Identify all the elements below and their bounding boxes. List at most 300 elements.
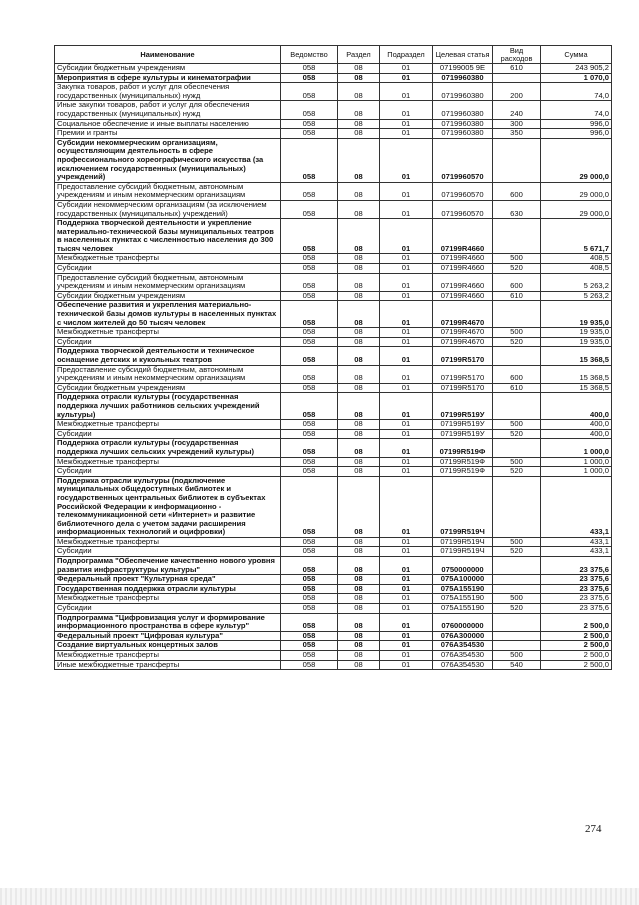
cell-subsection: 01	[380, 641, 433, 651]
table-row	[55, 301, 612, 328]
cell-subsection: 01	[380, 604, 433, 614]
cell-name: Закупка товаров, работ и услуг для обеспечения государственных (муниципальных) нужд	[55, 83, 281, 101]
budget-table	[54, 45, 612, 670]
table-row	[55, 291, 612, 301]
cell-target: 07199R519У	[433, 420, 493, 430]
cell-dept: 058	[281, 420, 338, 430]
table-row	[55, 537, 612, 547]
table-row	[55, 328, 612, 338]
table-row	[55, 429, 612, 439]
cell-dept: 058	[281, 119, 338, 129]
cell-subsection: 01	[380, 467, 433, 477]
header-dept: Ведомство	[281, 46, 338, 64]
cell-dept: 058	[281, 254, 338, 264]
cell-expense: 350	[493, 129, 541, 139]
header-expense: Вид расходов	[493, 46, 541, 64]
cell-amount: 74,0	[541, 101, 612, 119]
table-row	[55, 383, 612, 393]
cell-subsection: 01	[380, 254, 433, 264]
cell-expense: 500	[493, 254, 541, 264]
cell-section: 08	[338, 584, 380, 594]
cell-section: 08	[338, 119, 380, 129]
cell-amount: 2 500,0	[541, 660, 612, 670]
cell-amount: 1 000,0	[541, 467, 612, 477]
cell-target: 07199R4670	[433, 301, 493, 328]
cell-section: 08	[338, 328, 380, 338]
cell-section: 08	[338, 73, 380, 83]
cell-name: Межбюджетные трансферты	[55, 457, 281, 467]
cell-expense: 300	[493, 119, 541, 129]
cell-target: 0719960570	[433, 138, 493, 182]
cell-subsection: 01	[380, 200, 433, 218]
cell-subsection: 01	[380, 138, 433, 182]
cell-section: 08	[338, 547, 380, 557]
cell-target: 07199R519Ф	[433, 439, 493, 457]
cell-dept: 058	[281, 457, 338, 467]
cell-target: 0719960380	[433, 73, 493, 83]
cell-dept: 058	[281, 383, 338, 393]
cell-dept: 058	[281, 64, 338, 74]
cell-section: 08	[338, 365, 380, 383]
table-row	[55, 467, 612, 477]
cell-target: 07199R4670	[433, 328, 493, 338]
cell-subsection: 01	[380, 660, 433, 670]
table-row	[55, 254, 612, 264]
cell-expense: 600	[493, 182, 541, 200]
cell-subsection: 01	[380, 219, 433, 254]
cell-expense: 520	[493, 337, 541, 347]
cell-section: 08	[338, 476, 380, 537]
cell-name: Подпрограмма "Обеспечение качественно нового уровня развития инфраструктуры культуры"	[55, 557, 281, 575]
cell-target: 0760000000	[433, 613, 493, 631]
cell-subsection: 01	[380, 594, 433, 604]
cell-dept: 058	[281, 101, 338, 119]
cell-expense: 600	[493, 273, 541, 291]
cell-expense: 520	[493, 429, 541, 439]
cell-dept: 058	[281, 660, 338, 670]
table-row	[55, 547, 612, 557]
cell-amount: 15 368,5	[541, 347, 612, 365]
cell-subsection: 01	[380, 429, 433, 439]
cell-expense: 520	[493, 604, 541, 614]
cell-name: Мероприятия в сфере культуры и кинематографии	[55, 73, 281, 83]
cell-name: Государственная поддержка отрасли культуры	[55, 584, 281, 594]
cell-expense: 610	[493, 383, 541, 393]
cell-expense: 200	[493, 83, 541, 101]
table-row	[55, 182, 612, 200]
cell-expense: 500	[493, 537, 541, 547]
table-row	[55, 660, 612, 670]
cell-subsection: 01	[380, 393, 433, 420]
cell-name: Субсидии	[55, 429, 281, 439]
cell-name: Субсидии	[55, 467, 281, 477]
cell-target: 0719960380	[433, 101, 493, 119]
table-row	[55, 604, 612, 614]
cell-section: 08	[338, 641, 380, 651]
cell-name: Субсидии	[55, 604, 281, 614]
cell-section: 08	[338, 291, 380, 301]
cell-target: 0719960380	[433, 119, 493, 129]
cell-amount: 23 375,6	[541, 584, 612, 594]
cell-subsection: 01	[380, 537, 433, 547]
cell-amount: 5 263,2	[541, 291, 612, 301]
cell-target: 07199R519Ч	[433, 537, 493, 547]
cell-name: Поддержка творческой деятельности и техническое оснащение детских и кукольных театров	[55, 347, 281, 365]
cell-section: 08	[338, 557, 380, 575]
cell-section: 08	[338, 457, 380, 467]
cell-section: 08	[338, 604, 380, 614]
cell-dept: 058	[281, 365, 338, 383]
cell-amount: 408,5	[541, 254, 612, 264]
cell-amount: 243 905,2	[541, 64, 612, 74]
cell-amount: 29 000,0	[541, 138, 612, 182]
cell-section: 08	[338, 613, 380, 631]
cell-target: 07199005 9Е	[433, 64, 493, 74]
cell-dept: 058	[281, 613, 338, 631]
cell-amount: 2 500,0	[541, 613, 612, 631]
cell-subsection: 01	[380, 631, 433, 641]
cell-target: 075A155190	[433, 604, 493, 614]
cell-name: Предоставление субсидий бюджетным, автономным учреждениям и иным некоммерческим организациям	[55, 273, 281, 291]
cell-name: Межбюджетные трансферты	[55, 328, 281, 338]
cell-section: 08	[338, 594, 380, 604]
cell-dept: 058	[281, 200, 338, 218]
cell-subsection: 01	[380, 613, 433, 631]
cell-dept: 058	[281, 347, 338, 365]
cell-subsection: 01	[380, 476, 433, 537]
cell-name: Субсидии некоммерческим организациям, осуществляющим деятельность в сфере профессионального хореографического искусства (за исключением государственных (муниципальных) учреждений)	[55, 138, 281, 182]
cell-expense	[493, 476, 541, 537]
table-row	[55, 83, 612, 101]
cell-section: 08	[338, 467, 380, 477]
table-row	[55, 73, 612, 83]
cell-expense	[493, 138, 541, 182]
cell-subsection: 01	[380, 547, 433, 557]
cell-amount: 19 935,0	[541, 337, 612, 347]
cell-subsection: 01	[380, 365, 433, 383]
cell-amount: 2 500,0	[541, 641, 612, 651]
cell-dept: 058	[281, 219, 338, 254]
cell-amount: 996,0	[541, 129, 612, 139]
cell-expense: 500	[493, 328, 541, 338]
cell-name: Субсидии	[55, 264, 281, 274]
table-row	[55, 594, 612, 604]
cell-name: Обеспечение развития и укрепления материально-технической базы домов культуры в населенных пунктах с числом жителей до 50 тысяч человек	[55, 301, 281, 328]
cell-section: 08	[338, 182, 380, 200]
cell-target: 0719960570	[433, 200, 493, 218]
cell-amount: 2 500,0	[541, 631, 612, 641]
cell-name: Подпрограмма "Цифровизация услуг и формирование информационного пространства в сфере культур"	[55, 613, 281, 631]
table-body	[55, 64, 612, 670]
cell-target: 07199R5170	[433, 383, 493, 393]
cell-expense	[493, 439, 541, 457]
cell-name: Межбюджетные трансферты	[55, 420, 281, 430]
cell-expense: 500	[493, 420, 541, 430]
cell-expense	[493, 219, 541, 254]
cell-expense: 520	[493, 264, 541, 274]
cell-dept: 058	[281, 547, 338, 557]
cell-amount: 433,1	[541, 537, 612, 547]
cell-amount: 400,0	[541, 420, 612, 430]
cell-target: 0719960380	[433, 83, 493, 101]
cell-section: 08	[338, 631, 380, 641]
cell-dept: 058	[281, 604, 338, 614]
cell-subsection: 01	[380, 457, 433, 467]
cell-amount: 5 263,2	[541, 273, 612, 291]
cell-section: 08	[338, 200, 380, 218]
cell-dept: 058	[281, 83, 338, 101]
cell-section: 08	[338, 575, 380, 585]
cell-section: 08	[338, 660, 380, 670]
cell-subsection: 01	[380, 273, 433, 291]
cell-target: 07199R519Ч	[433, 476, 493, 537]
table-row	[55, 631, 612, 641]
table-row	[55, 439, 612, 457]
cell-name: Субсидии бюджетным учреждениям	[55, 64, 281, 74]
cell-amount: 15 368,5	[541, 383, 612, 393]
cell-expense: 240	[493, 101, 541, 119]
cell-amount: 2 500,0	[541, 651, 612, 661]
table-row	[55, 641, 612, 651]
cell-name: Субсидии	[55, 547, 281, 557]
cell-dept: 058	[281, 537, 338, 547]
cell-expense: 500	[493, 651, 541, 661]
cell-expense: 500	[493, 457, 541, 467]
cell-subsection: 01	[380, 383, 433, 393]
cell-name: Федеральный проект "Цифровая культура"	[55, 631, 281, 641]
cell-subsection: 01	[380, 291, 433, 301]
cell-amount: 15 368,5	[541, 365, 612, 383]
cell-dept: 058	[281, 429, 338, 439]
table-row	[55, 64, 612, 74]
cell-name: Субсидии бюджетным учреждениям	[55, 383, 281, 393]
table-row	[55, 264, 612, 274]
table-row	[55, 584, 612, 594]
table-row	[55, 365, 612, 383]
cell-expense: 520	[493, 547, 541, 557]
cell-subsection: 01	[380, 64, 433, 74]
cell-target: 07199R4660	[433, 291, 493, 301]
cell-subsection: 01	[380, 328, 433, 338]
cell-amount: 5 671,7	[541, 219, 612, 254]
cell-subsection: 01	[380, 651, 433, 661]
cell-target: 075A155190	[433, 584, 493, 594]
cell-dept: 058	[281, 439, 338, 457]
cell-target: 07199R519Ф	[433, 467, 493, 477]
cell-name: Поддержка отрасли культуры (государственная поддержка лучших сельских учреждений культуры)	[55, 439, 281, 457]
cell-dept: 058	[281, 651, 338, 661]
cell-expense: 610	[493, 291, 541, 301]
cell-name: Иные закупки товаров, работ и услуг для обеспечения государственных (муниципальных) нужд	[55, 101, 281, 119]
cell-subsection: 01	[380, 73, 433, 83]
cell-amount: 23 375,6	[541, 594, 612, 604]
cell-expense	[493, 584, 541, 594]
cell-section: 08	[338, 393, 380, 420]
cell-dept: 058	[281, 575, 338, 585]
cell-amount: 74,0	[541, 83, 612, 101]
cell-name: Субсидии бюджетным учреждениям	[55, 291, 281, 301]
header-subsection: Подраздел	[380, 46, 433, 64]
cell-section: 08	[338, 429, 380, 439]
cell-section: 08	[338, 537, 380, 547]
cell-expense	[493, 631, 541, 641]
cell-dept: 058	[281, 337, 338, 347]
cell-section: 08	[338, 347, 380, 365]
cell-amount: 29 000,0	[541, 200, 612, 218]
table-row	[55, 613, 612, 631]
cell-target: 0719960570	[433, 182, 493, 200]
cell-target: 07199R519Ч	[433, 547, 493, 557]
cell-expense: 520	[493, 467, 541, 477]
cell-expense: 600	[493, 365, 541, 383]
cell-target: 07199R519Ф	[433, 457, 493, 467]
table-row	[55, 219, 612, 254]
cell-expense	[493, 613, 541, 631]
table-row	[55, 651, 612, 661]
cell-name: Предоставление субсидий бюджетным, автономным учреждениям и иным некоммерческим организациям	[55, 365, 281, 383]
cell-target: 075A155190	[433, 594, 493, 604]
cell-dept: 058	[281, 291, 338, 301]
cell-name: Федеральный проект "Культурная среда"	[55, 575, 281, 585]
cell-amount: 29 000,0	[541, 182, 612, 200]
cell-subsection: 01	[380, 584, 433, 594]
cell-section: 08	[338, 129, 380, 139]
table-row	[55, 347, 612, 365]
cell-target: 076A354530	[433, 660, 493, 670]
cell-amount: 433,1	[541, 476, 612, 537]
cell-target: 0750000000	[433, 557, 493, 575]
cell-section: 08	[338, 64, 380, 74]
cell-dept: 058	[281, 73, 338, 83]
cell-dept: 058	[281, 594, 338, 604]
cell-dept: 058	[281, 641, 338, 651]
cell-name: Субсидии некоммерческим организациям (за исключением государственных (муниципальных) учреждений)	[55, 200, 281, 218]
table-header-row	[55, 46, 612, 64]
cell-name: Создание виртуальных концертных залов	[55, 641, 281, 651]
cell-subsection: 01	[380, 182, 433, 200]
table-row	[55, 273, 612, 291]
table-row	[55, 457, 612, 467]
cell-dept: 058	[281, 264, 338, 274]
cell-dept: 058	[281, 138, 338, 182]
cell-dept: 058	[281, 476, 338, 537]
cell-amount: 23 375,6	[541, 604, 612, 614]
cell-section: 08	[338, 254, 380, 264]
table-row	[55, 129, 612, 139]
cell-amount: 1 000,0	[541, 439, 612, 457]
cell-section: 08	[338, 138, 380, 182]
table-row	[55, 476, 612, 537]
cell-target: 07199R4670	[433, 337, 493, 347]
cell-target: 07199R519У	[433, 393, 493, 420]
cell-subsection: 01	[380, 420, 433, 430]
cell-expense	[493, 347, 541, 365]
cell-amount: 400,0	[541, 429, 612, 439]
cell-target: 07199R4660	[433, 264, 493, 274]
cell-target: 07199R5170	[433, 365, 493, 383]
cell-section: 08	[338, 219, 380, 254]
cell-target: 075A100000	[433, 575, 493, 585]
cell-subsection: 01	[380, 575, 433, 585]
cell-target: 07199R4660	[433, 219, 493, 254]
cell-expense: 610	[493, 64, 541, 74]
scan-edge-strip	[0, 888, 639, 905]
table-row	[55, 557, 612, 575]
table-row	[55, 575, 612, 585]
cell-section: 08	[338, 101, 380, 119]
cell-dept: 058	[281, 328, 338, 338]
cell-amount: 19 935,0	[541, 328, 612, 338]
cell-dept: 058	[281, 393, 338, 420]
cell-amount: 400,0	[541, 393, 612, 420]
cell-dept: 058	[281, 631, 338, 641]
cell-amount: 23 375,6	[541, 557, 612, 575]
cell-subsection: 01	[380, 301, 433, 328]
cell-section: 08	[338, 651, 380, 661]
cell-section: 08	[338, 383, 380, 393]
cell-name: Межбюджетные трансферты	[55, 537, 281, 547]
cell-target: 076A354530	[433, 641, 493, 651]
table-row	[55, 393, 612, 420]
table-row	[55, 138, 612, 182]
cell-amount: 19 935,0	[541, 301, 612, 328]
cell-target: 0719960380	[433, 129, 493, 139]
cell-target: 07199R5170	[433, 347, 493, 365]
cell-dept: 058	[281, 467, 338, 477]
cell-target: 07199R519У	[433, 429, 493, 439]
cell-name: Иные межбюджетные трансферты	[55, 660, 281, 670]
header-name: Наименование	[55, 46, 281, 64]
table-row	[55, 420, 612, 430]
table-row	[55, 337, 612, 347]
cell-target: 076A300000	[433, 631, 493, 641]
cell-section: 08	[338, 273, 380, 291]
cell-name: Поддержка творческой деятельности и укрепление материально-технической базы муниципальных театров в населенных пунктах с численностью населения до 300 тысяч человек	[55, 219, 281, 254]
cell-subsection: 01	[380, 83, 433, 101]
cell-dept: 058	[281, 129, 338, 139]
cell-expense: 500	[493, 594, 541, 604]
cell-subsection: 01	[380, 337, 433, 347]
cell-subsection: 01	[380, 119, 433, 129]
cell-expense	[493, 73, 541, 83]
table-row	[55, 101, 612, 119]
cell-name: Поддержка отрасли культуры (подключение муниципальных общедоступных библиотек и государственных центральных библиотек в субъектах Российской Федерации к информационно - телекоммуникационной сети «Интернет» и развитие библиотечного дела с учетом задачи расширения информационных технологий и оцифровки)	[55, 476, 281, 537]
cell-name: Предоставление субсидий бюджетным, автономным учреждениям и иным некоммерческим организациям	[55, 182, 281, 200]
cell-subsection: 01	[380, 101, 433, 119]
header-amount: Сумма	[541, 46, 612, 64]
cell-expense	[493, 393, 541, 420]
header-target: Целевая статья	[433, 46, 493, 64]
cell-name: Поддержка отрасли культуры (государственная поддержка лучших работников сельских учреждений культуры)	[55, 393, 281, 420]
cell-expense	[493, 641, 541, 651]
cell-expense: 630	[493, 200, 541, 218]
cell-subsection: 01	[380, 129, 433, 139]
cell-section: 08	[338, 420, 380, 430]
cell-section: 08	[338, 301, 380, 328]
cell-target: 07199R4660	[433, 273, 493, 291]
cell-subsection: 01	[380, 347, 433, 365]
cell-amount: 996,0	[541, 119, 612, 129]
cell-amount: 408,5	[541, 264, 612, 274]
cell-amount: 1 000,0	[541, 457, 612, 467]
table-row	[55, 200, 612, 218]
cell-expense: 540	[493, 660, 541, 670]
cell-name: Межбюджетные трансферты	[55, 254, 281, 264]
cell-dept: 058	[281, 584, 338, 594]
cell-amount: 1 070,0	[541, 73, 612, 83]
cell-subsection: 01	[380, 439, 433, 457]
cell-name: Социальное обеспечение и иные выплаты населению	[55, 119, 281, 129]
